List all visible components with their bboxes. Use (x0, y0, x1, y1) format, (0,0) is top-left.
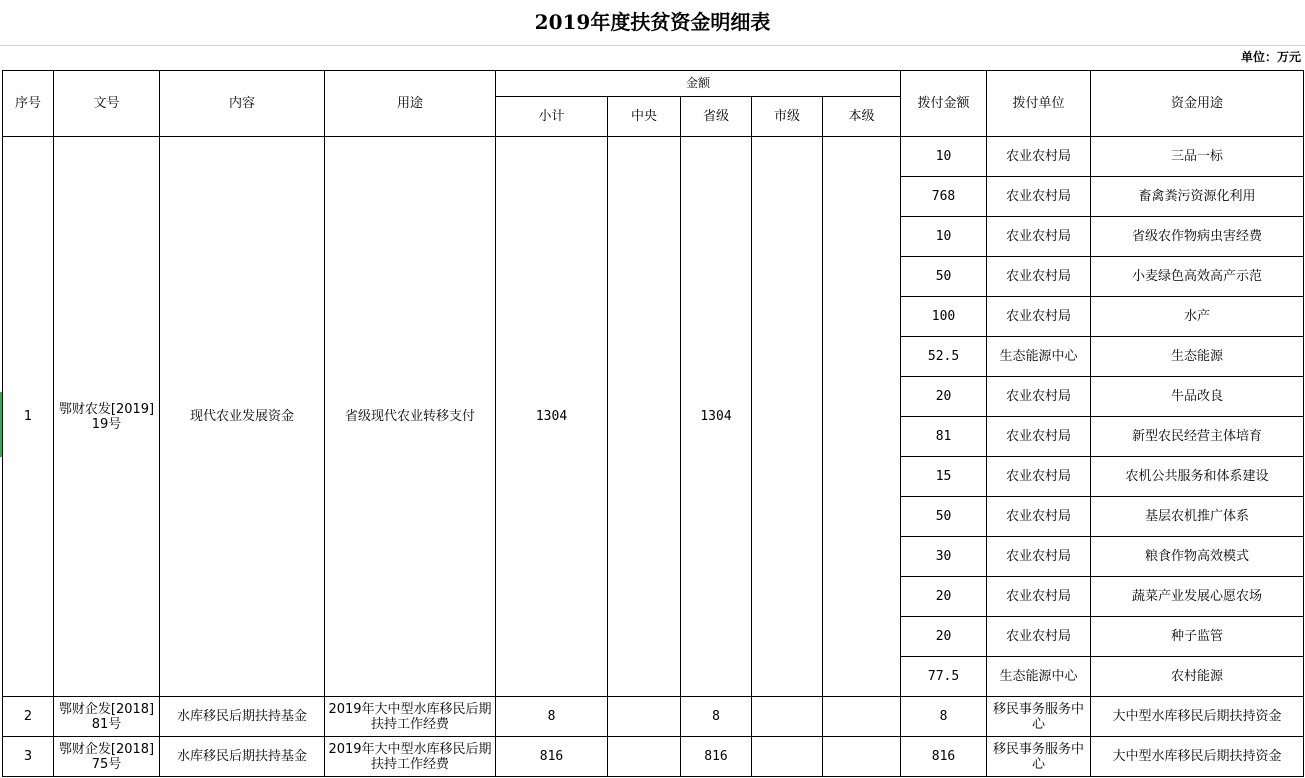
cell-paid-amount[interactable]: 768 (901, 177, 987, 217)
cell-doc-no[interactable]: 鄂财企发[2018]81号 (54, 697, 160, 737)
cell-paid-unit[interactable]: 农业农村局 (987, 297, 1091, 337)
cell-county[interactable] (823, 737, 901, 777)
cell-paid-unit[interactable]: 农业农村局 (987, 497, 1091, 537)
cell-municipal[interactable] (752, 737, 823, 777)
cell-fund-use[interactable]: 小麦绿色高效高产示范 (1091, 257, 1304, 297)
header-central[interactable]: 中央 (608, 97, 681, 137)
cell-county[interactable] (823, 697, 901, 737)
unit-row (0, 45, 1305, 70)
cell-county[interactable] (823, 137, 901, 697)
header-row-1 (3, 71, 1304, 97)
cell-subtotal[interactable]: 816 (496, 737, 608, 777)
header-paid-unit[interactable]: 拨付单位 (987, 71, 1091, 137)
cell-paid-amount[interactable]: 52.5 (901, 337, 987, 377)
cell-paid-unit[interactable]: 农业农村局 (987, 457, 1091, 497)
header-paid-amount[interactable]: 拨付金额 (901, 71, 987, 137)
header-usage[interactable]: 用途 (325, 71, 496, 137)
cell-paid-unit[interactable]: 生态能源中心 (987, 657, 1091, 697)
cell-paid-unit[interactable]: 农业农村局 (987, 617, 1091, 657)
cell-paid-unit[interactable]: 农业农村局 (987, 257, 1091, 297)
cell-content[interactable]: 水库移民后期扶持基金 (160, 697, 325, 737)
header-county[interactable]: 本级 (823, 97, 901, 137)
cell-fund-use[interactable]: 新型农民经营主体培育 (1091, 417, 1304, 457)
cell-seq[interactable]: 1 (3, 137, 54, 697)
cell-fund-use[interactable]: 三品一标 (1091, 137, 1304, 177)
cell-paid-amount[interactable]: 81 (901, 417, 987, 457)
cell-central[interactable] (608, 137, 681, 697)
cell-fund-use[interactable]: 水产 (1091, 297, 1304, 337)
cell-paid-unit[interactable]: 移民事务服务中心 (987, 737, 1091, 777)
cell-paid-amount[interactable]: 50 (901, 257, 987, 297)
cell-fund-use[interactable]: 大中型水库移民后期扶持资金 (1091, 697, 1304, 737)
cell-doc-no[interactable]: 鄂财企发[2018]75号 (54, 737, 160, 777)
cell-fund-use[interactable]: 农机公共服务和体系建设 (1091, 457, 1304, 497)
cell-paid-amount[interactable]: 100 (901, 297, 987, 337)
cell-paid-unit[interactable]: 生态能源中心 (987, 337, 1091, 377)
cell-fund-use[interactable]: 基层农机推广体系 (1091, 497, 1304, 537)
fund-detail-table (2, 70, 1304, 777)
cell-paid-amount[interactable]: 15 (901, 457, 987, 497)
cell-paid-unit[interactable]: 农业农村局 (987, 537, 1091, 577)
cell-fund-use[interactable]: 畜禽粪污资源化利用 (1091, 177, 1304, 217)
cell-paid-unit[interactable]: 农业农村局 (987, 577, 1091, 617)
cell-central[interactable] (608, 737, 681, 777)
header-subtotal[interactable]: 小计 (496, 97, 608, 137)
cell-municipal[interactable] (752, 137, 823, 697)
header-municipal[interactable]: 市级 (752, 97, 823, 137)
cell-seq[interactable]: 2 (3, 697, 54, 737)
cell-fund-use[interactable]: 生态能源 (1091, 337, 1304, 377)
cell-provincial[interactable]: 816 (681, 737, 752, 777)
cell-fund-use[interactable]: 种子监管 (1091, 617, 1304, 657)
cell-paid-unit[interactable]: 农业农村局 (987, 417, 1091, 457)
cell-content[interactable]: 现代农业发展资金 (160, 137, 325, 697)
cell-usage[interactable]: 2019年大中型水库移民后期扶持工作经费 (325, 737, 496, 777)
cell-doc-no[interactable]: 鄂财农发[2019]19号 (54, 137, 160, 697)
header-content[interactable]: 内容 (160, 71, 325, 137)
cell-fund-use[interactable]: 牛品改良 (1091, 377, 1304, 417)
cell-paid-amount[interactable]: 816 (901, 737, 987, 777)
cell-paid-amount[interactable]: 20 (901, 577, 987, 617)
header-fund-use[interactable]: 资金用途 (1091, 71, 1304, 137)
cell-paid-amount[interactable]: 20 (901, 617, 987, 657)
header-amount-group[interactable]: 金额 (496, 71, 901, 97)
cell-usage[interactable]: 2019年大中型水库移民后期扶持工作经费 (325, 697, 496, 737)
cell-paid-unit[interactable]: 移民事务服务中心 (987, 697, 1091, 737)
cell-paid-amount[interactable]: 77.5 (901, 657, 987, 697)
cell-central[interactable] (608, 697, 681, 737)
table-row (3, 737, 1304, 777)
cell-paid-unit[interactable]: 农业农村局 (987, 177, 1091, 217)
cell-paid-unit[interactable]: 农业农村局 (987, 217, 1091, 257)
cell-seq[interactable]: 3 (3, 737, 54, 777)
sheet-title: 2019年度扶贫资金明细表 (534, 10, 771, 34)
cell-fund-use[interactable]: 蔬菜产业发展心愿农场 (1091, 577, 1304, 617)
cell-paid-unit[interactable]: 农业农村局 (987, 377, 1091, 417)
cell-paid-amount[interactable]: 30 (901, 537, 987, 577)
cell-paid-amount[interactable]: 50 (901, 497, 987, 537)
title-row (0, 0, 1305, 46)
cell-usage[interactable]: 省级现代农业转移支付 (325, 137, 496, 697)
unit-label: 单位：万元 (1240, 50, 1301, 64)
cell-paid-amount[interactable]: 20 (901, 377, 987, 417)
cell-subtotal[interactable]: 1304 (496, 137, 608, 697)
cell-fund-use[interactable]: 农村能源 (1091, 657, 1304, 697)
cell-provincial[interactable]: 8 (681, 697, 752, 737)
header-seq[interactable]: 序号 (3, 71, 54, 137)
header-provincial[interactable]: 省级 (681, 97, 752, 137)
cell-paid-amount[interactable]: 10 (901, 137, 987, 177)
cell-fund-use[interactable]: 粮食作物高效模式 (1091, 537, 1304, 577)
cell-fund-use[interactable]: 大中型水库移民后期扶持资金 (1091, 737, 1304, 777)
cell-paid-amount[interactable]: 10 (901, 217, 987, 257)
cell-fund-use[interactable]: 省级农作物病虫害经费 (1091, 217, 1304, 257)
table-row (3, 137, 1304, 177)
cell-content[interactable]: 水库移民后期扶持基金 (160, 737, 325, 777)
cell-subtotal[interactable]: 8 (496, 697, 608, 737)
header-doc-no[interactable]: 文号 (54, 71, 160, 137)
table-row (3, 697, 1304, 737)
cell-provincial[interactable]: 1304 (681, 137, 752, 697)
cell-paid-amount[interactable]: 8 (901, 697, 987, 737)
cell-paid-unit[interactable]: 农业农村局 (987, 137, 1091, 177)
cell-municipal[interactable] (752, 697, 823, 737)
